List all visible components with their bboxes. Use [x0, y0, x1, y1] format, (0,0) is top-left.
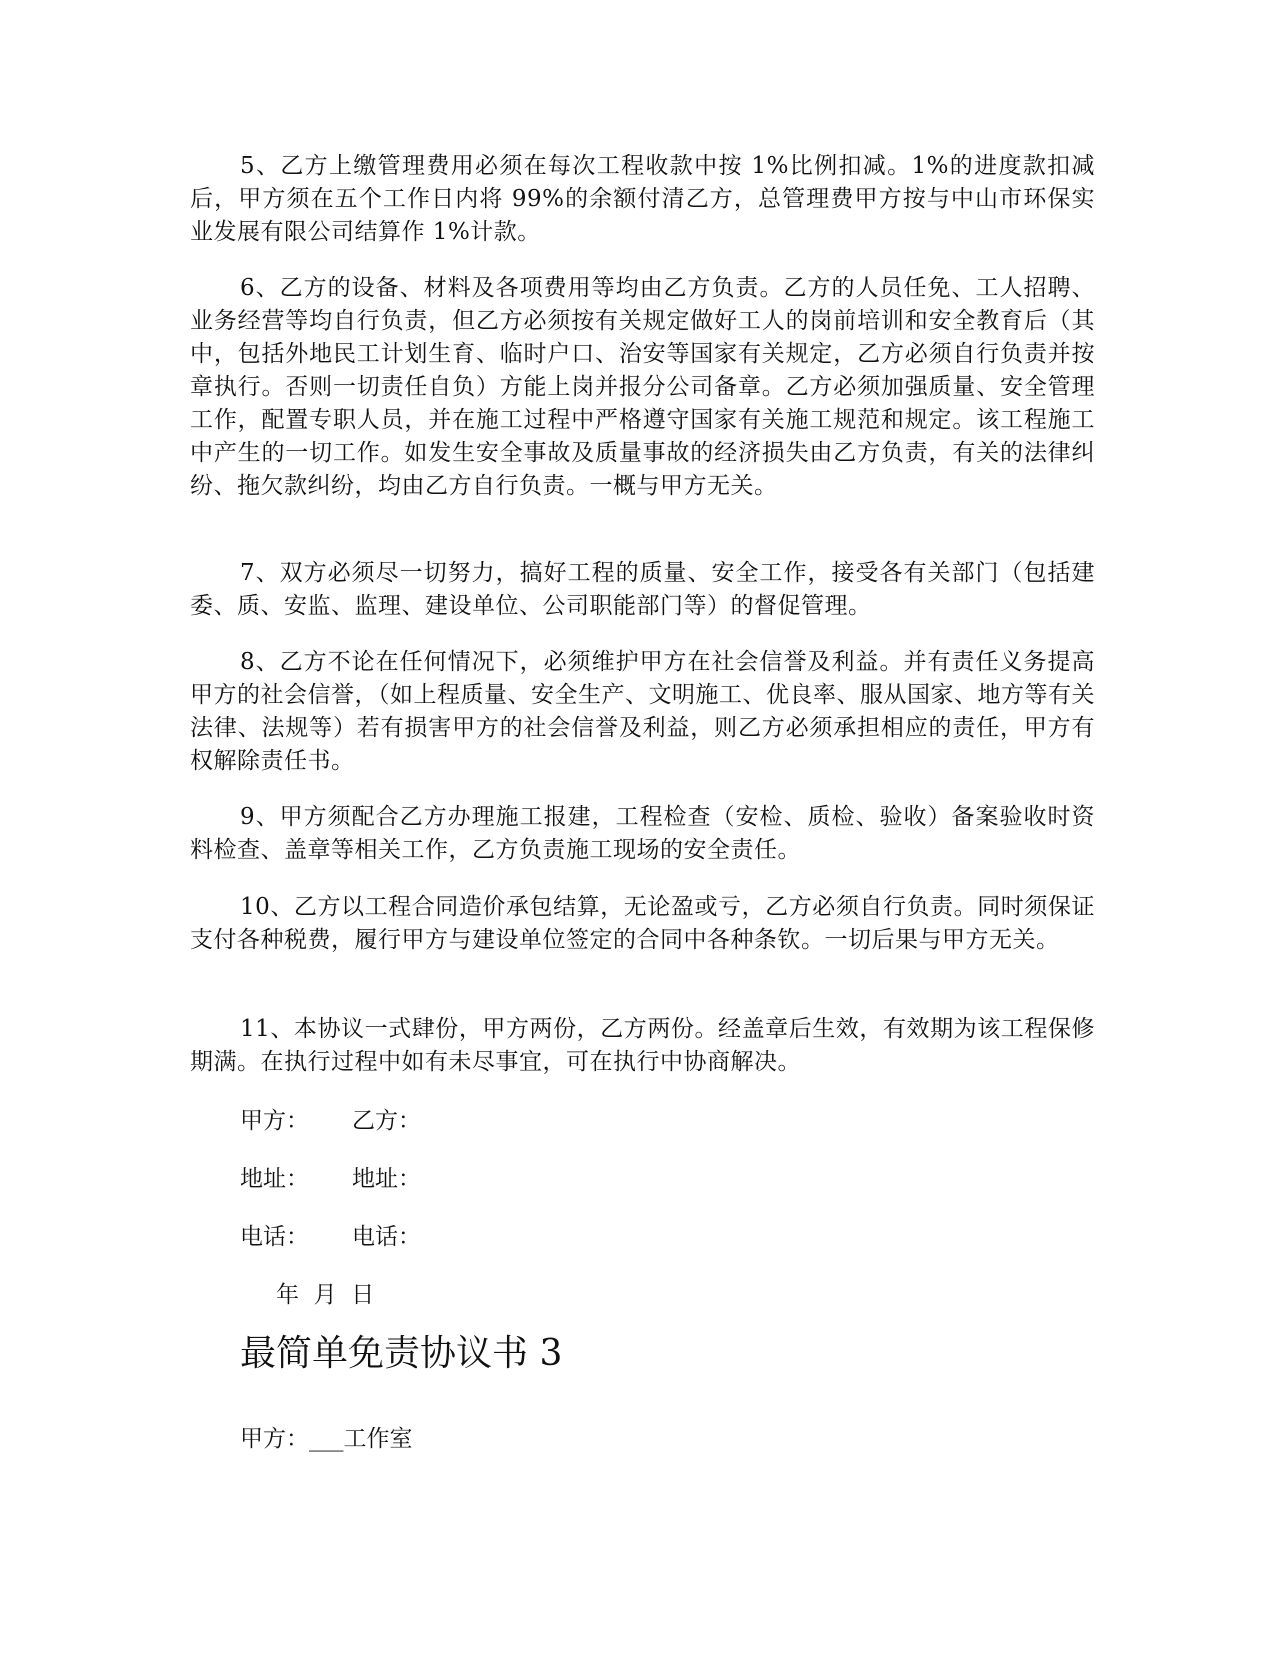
clause-7: 7、双方必须尽一切努力，搞好工程的质量、安全工作，接受各有关部门（包括建委、质、安监、监理、建设单位、公司职能部门等）的督促管理。: [190, 560, 1095, 619]
clause-10: 10、乙方以工程合同造价承包结算，无论盈或亏，乙方必须自行负责。同时须保证支付各种税费，履行甲方与建设单位签定的合同中各种条钦。一切后果与甲方无关。: [190, 894, 1095, 953]
clause-8: 8、乙方不论在任何情况下，必须维护甲方在社会信誉及利益。并有责任义务提高甲方的社会信誉，（如上程质量、安全生产、文明施工、优良率、服从国家、地方等有关法律、法规等）若有损害甲方的社会信誉及利益，则乙方必须承担相应的责任，甲方有权解除责任书。: [190, 649, 1095, 774]
address-a-label: 地址：: [240, 1166, 309, 1192]
clause-5: 5、乙方上缴管理费用必须在每次工程收款中按 1%比例扣减。1%的进度款扣减后，甲方须在五个工作日内将 99%的余额付清乙方，总管理费甲方按与中山市环保实业发展有限公司结算作 1%计款。: [190, 153, 1095, 245]
next-party-a-line: 甲方：___工作室: [240, 1426, 413, 1452]
section-title: 最简单免责协议书 3: [240, 1333, 563, 1374]
clause-6: 6、乙方的设备、材料及各项费用等均由乙方负责。乙方的人员任免、工人招聘、业务经营等均自行负责，但乙方必须按有关规定做好工人的岗前培训和安全教育后（其中，包括外地民工计划生育、临时户口、治安等国家有关规定，乙方必须自行负责并按章执行。否则一切责任自负）方能上岗并报分公司备章。乙方必须加强质量、安全管理工作，配置专职人员，并在施工过程中严格遵守国家有关施工规范和规定。该工程施工中产生的一切工作。如发生安全事故及质量事故的经济损失由乙方负责，有关的法律纠纷、拖欠款纠纷，均由乙方自行负责。一概与甲方无关。: [190, 275, 1095, 499]
clause-9: 9、甲方须配合乙方办理施工报建，工程检查（安检、质检、验收）备案验收时资料检查、盖章等相关工作，乙方负责施工现场的安全责任。: [190, 804, 1095, 863]
phone-b-label: 电话：: [352, 1224, 421, 1250]
party-a-label: 甲方：: [240, 1108, 309, 1134]
clause-11: 11、本协议一式肆份，甲方两份，乙方两份。经盖章后生效，有效期为该工程保修期满。在执行过程中如有未尽事宜，可在执行中协商解决。: [190, 1016, 1095, 1075]
date-line: 年 月 日: [276, 1282, 375, 1308]
phone-a-label: 电话：: [240, 1224, 309, 1250]
party-b-label: 乙方：: [352, 1108, 421, 1134]
address-b-label: 地址：: [352, 1166, 421, 1192]
